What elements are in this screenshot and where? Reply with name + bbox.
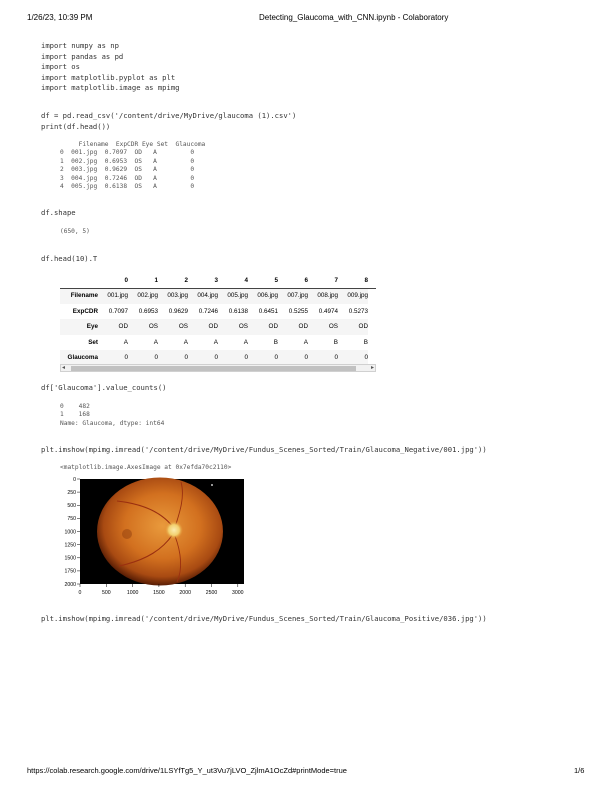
table-cell: OS xyxy=(218,319,248,335)
output-value-counts xyxy=(60,403,164,428)
y-tick-label: 250 xyxy=(67,489,76,496)
image-speck xyxy=(211,484,213,486)
table-cell: OS xyxy=(158,319,188,335)
scroll-right-icon[interactable]: ▸ xyxy=(370,365,374,371)
table-cell: OS xyxy=(128,319,158,335)
output-shape: (650, 5) xyxy=(60,228,90,235)
code-cell-shape[interactable]: df.shape xyxy=(41,208,76,217)
table-row xyxy=(60,304,368,320)
table-cell: 0.7246 xyxy=(198,307,218,315)
column-header: 3 xyxy=(214,276,218,284)
y-tick-labels xyxy=(64,477,76,588)
table-cell: 0 xyxy=(338,350,368,366)
x-tick-labels xyxy=(79,590,244,596)
table-cell: 0 xyxy=(308,350,338,366)
table-cell: A xyxy=(303,338,308,346)
code-cell-imshow-positive[interactable]: plt.imshow(mpimg.imread('/content/drive/MyDrive/Fundus_Scenes_Sorted/Train/Glaucoma_Positive/036.jpg')) xyxy=(41,614,487,623)
table-row xyxy=(60,319,368,335)
output-line: 0 482 xyxy=(60,403,90,410)
table-cell: 009.jpg xyxy=(338,288,368,304)
table-cell: 001.jpg xyxy=(98,288,128,304)
y-tick-label: 750 xyxy=(67,516,76,523)
column-header: 5 xyxy=(274,276,278,284)
column-header: 4 xyxy=(244,276,248,284)
table-cell: A xyxy=(243,338,248,346)
x-tick-label: 2000 xyxy=(179,590,191,596)
dataframe-output[interactable] xyxy=(60,272,376,372)
table-cell: OD xyxy=(338,319,368,335)
print-datetime: 1/26/23, 10:39 PM xyxy=(27,13,93,22)
table-cell: 005.jpg xyxy=(218,288,248,304)
table-cell: A xyxy=(183,338,188,346)
x-tick-label: 3000 xyxy=(232,590,244,596)
code-cell-read-csv[interactable] xyxy=(41,111,296,132)
code-line: import os xyxy=(41,62,80,71)
y-tick-label: 2000 xyxy=(64,581,76,588)
table-cell: 0 xyxy=(248,350,278,366)
output-line: 4 005.jpg 0.6138 OS A 0 xyxy=(60,183,195,191)
y-tick-label: 1750 xyxy=(64,568,76,575)
x-tick-label: 1000 xyxy=(126,590,139,596)
table-cell: B xyxy=(333,338,338,346)
fundus-retina-image xyxy=(97,478,223,586)
table-cell: 0.9629 xyxy=(168,307,188,315)
x-tick-label: 500 xyxy=(101,590,111,596)
x-tick-label: 1500 xyxy=(153,590,165,596)
row-label: Filename xyxy=(60,288,98,304)
output-head xyxy=(60,141,205,191)
table-cell: 0 xyxy=(218,350,248,366)
code-cell-head10[interactable]: df.head(10).T xyxy=(41,254,98,263)
row-label: ExpCDR xyxy=(72,307,98,315)
column-header: 8 xyxy=(364,276,368,284)
index-corner xyxy=(60,272,98,288)
y-tick-label: 500 xyxy=(67,503,76,510)
table-header-row xyxy=(60,272,368,288)
table-cell: 0 xyxy=(158,350,188,366)
table-cell: 006.jpg xyxy=(248,288,278,304)
table-header-divider xyxy=(60,288,376,289)
table-row xyxy=(60,335,368,351)
code-line: import matplotlib.image as mpimg xyxy=(41,83,180,92)
table-cell: 004.jpg xyxy=(188,288,218,304)
table-cell: OD xyxy=(98,319,128,335)
x-axis-ticks xyxy=(80,584,238,587)
table-cell: 0 xyxy=(98,350,128,366)
code-line: import numpy as np xyxy=(41,41,119,50)
table-cell: OD xyxy=(188,319,218,335)
optic-disc xyxy=(165,521,183,539)
print-page-title: Detecting_Glaucoma_with_CNN.ipynb - Colaboratory xyxy=(259,13,449,22)
scrollbar-thumb[interactable] xyxy=(71,366,356,371)
output-line: Filename ExpCDR Eye Set Glaucoma xyxy=(60,141,206,148)
table-cell: 003.jpg xyxy=(158,288,188,304)
code-line: print(df.head()) xyxy=(41,121,111,131)
table-cell: A xyxy=(213,338,218,346)
output-line: Name: Glaucoma, dtype: int64 xyxy=(60,419,165,427)
table-cell: 0.5273 xyxy=(348,307,368,315)
output-line: 1 002.jpg 0.6953 OS A 0 xyxy=(60,157,195,165)
row-label: Eye xyxy=(60,319,98,335)
column-header: 6 xyxy=(304,276,308,284)
y-tick-label: 1000 xyxy=(64,529,76,536)
y-tick-label: 1500 xyxy=(64,555,76,562)
x-tick-label: 0 xyxy=(78,590,82,596)
transposed-dataframe-table xyxy=(60,272,368,366)
table-cell: 007.jpg xyxy=(278,288,308,304)
table-cell: 008.jpg xyxy=(308,288,338,304)
column-header: 7 xyxy=(334,276,338,284)
column-header: 2 xyxy=(184,276,188,284)
table-cell: OS xyxy=(308,319,338,335)
code-line: import matplotlib.pyplot as plt xyxy=(41,72,176,82)
output-axesimage: <matplotlib.image.AxesImage at 0x7efda70c2110> xyxy=(60,464,232,471)
y-axis-ticks xyxy=(77,479,80,584)
print-url: https://colab.research.google.com/drive/1LSYfTg5_Y_ut3Vu7jLVO_ZjlmA1OcZd#printMode=true xyxy=(27,766,347,775)
table-cell: 002.jpg xyxy=(128,288,158,304)
table-cell: 0.7097 xyxy=(108,307,128,315)
table-row xyxy=(60,288,368,304)
table-cell: A xyxy=(153,338,158,346)
table-cell: 0 xyxy=(128,350,158,366)
table-cell: B xyxy=(363,338,368,346)
table-cell: OD xyxy=(248,319,278,335)
row-label: Set xyxy=(88,338,98,346)
table-cell: 0 xyxy=(278,350,308,366)
output-line: 3 004.jpg 0.7246 OD A 0 xyxy=(60,174,195,182)
table-cell: 0.6953 xyxy=(138,307,158,315)
page-number: 1/6 xyxy=(574,766,585,775)
code-line: import pandas as pd xyxy=(41,51,124,61)
table-cell: B xyxy=(273,338,278,346)
table-cell: 0.5255 xyxy=(288,307,308,315)
table-cell: A xyxy=(123,338,128,346)
column-header: 0 xyxy=(124,276,128,284)
macula xyxy=(122,529,132,539)
code-line: df = pd.read_csv('/content/drive/MyDrive/glaucoma (1).csv') xyxy=(41,111,297,120)
table-cell: 0.6138 xyxy=(228,307,248,315)
table-cell: 0.6451 xyxy=(258,307,278,315)
horizontal-scrollbar[interactable] xyxy=(60,364,376,372)
code-cell-value-counts[interactable]: df['Glaucoma'].value_counts() xyxy=(41,383,167,392)
y-tick-label: 1250 xyxy=(64,542,76,549)
output-line: 1 168 xyxy=(60,411,90,419)
code-cell-imshow-negative[interactable]: plt.imshow(mpimg.imread('/content/drive/MyDrive/Fundus_Scenes_Sorted/Train/Glaucoma_Negative/001.jpg')) xyxy=(41,445,487,454)
table-cell: 0.4974 xyxy=(318,307,338,315)
x-tick-label: 2500 xyxy=(205,590,218,596)
table-cell: OD xyxy=(278,319,308,335)
output-line: 2 003.jpg 0.9629 OS A 0 xyxy=(60,166,195,174)
y-tick-label: 0 xyxy=(73,476,76,483)
table-cell: 0 xyxy=(188,350,218,366)
code-cell-imports[interactable] xyxy=(41,41,179,94)
output-line: 0 001.jpg 0.7097 OD A 0 xyxy=(60,149,195,157)
column-header: 1 xyxy=(154,276,158,284)
scroll-left-icon[interactable]: ◂ xyxy=(62,365,66,371)
fundus-plot xyxy=(55,474,255,599)
row-label: Glaucoma xyxy=(60,350,98,366)
